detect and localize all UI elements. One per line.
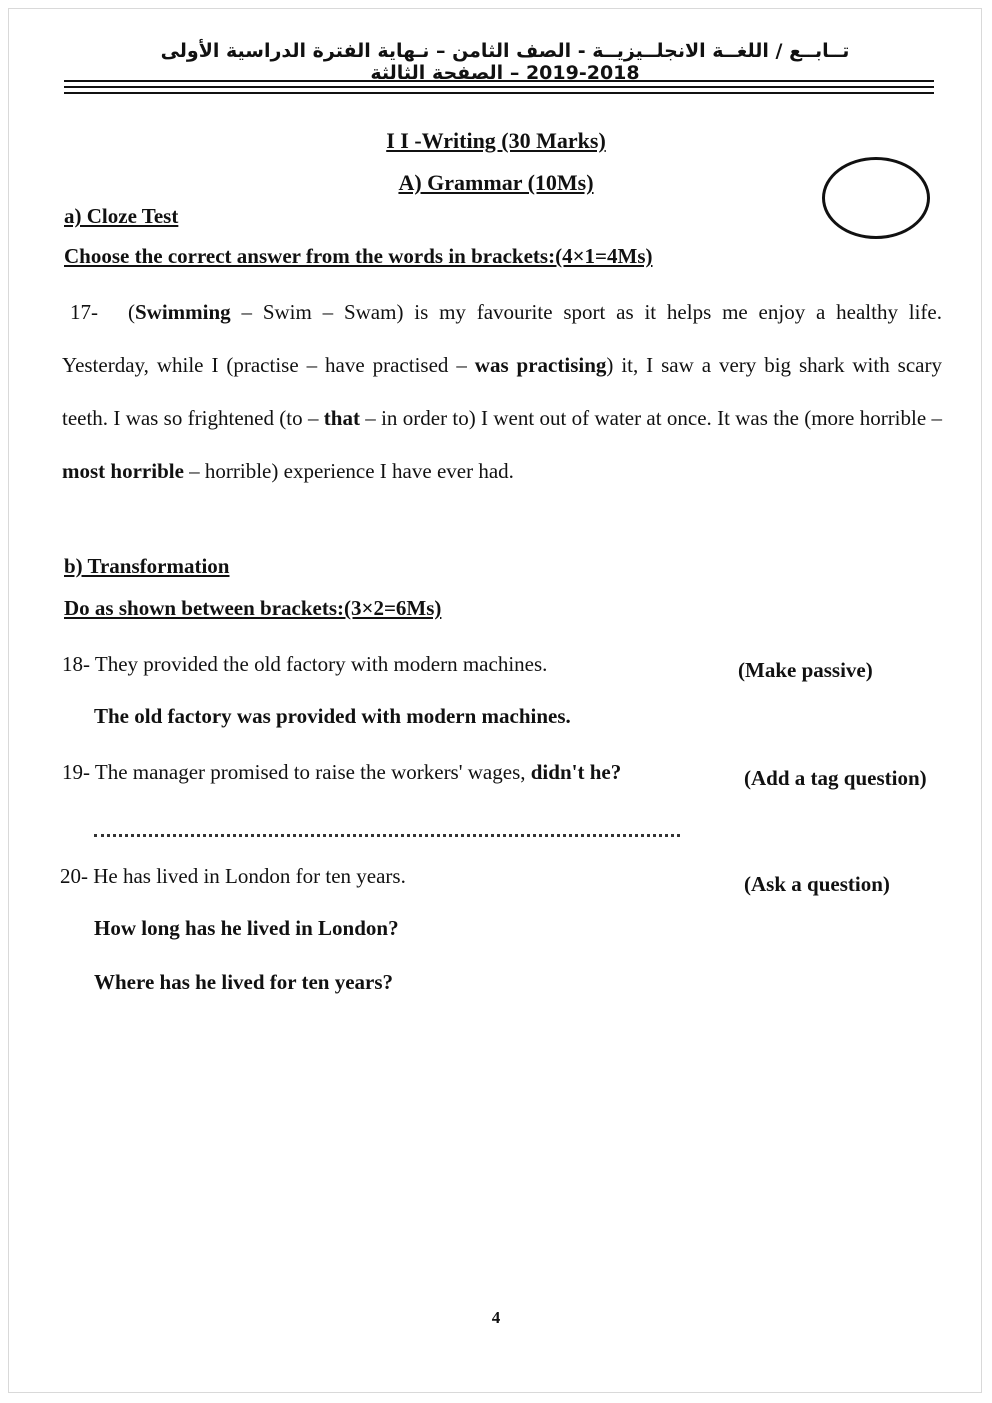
question-20-answer-1: How long has he lived in London?	[94, 916, 399, 940]
transformation-heading: b) Transformation	[64, 554, 230, 578]
header-rule-third	[64, 92, 934, 94]
cloze-fragment: – horrible) experience I have ever had.	[183, 459, 514, 483]
question-20-answer-2: Where has he lived for ten years?	[94, 970, 394, 994]
page-number: 4	[491, 1308, 501, 1327]
cloze-heading: a) Cloze Test	[64, 204, 179, 228]
question-number: 17-	[70, 300, 98, 324]
section-subtitle: A) Grammar (10Ms)	[398, 170, 594, 195]
cloze-answer: most horrible	[62, 459, 184, 483]
cloze-answer: Swimming	[135, 300, 231, 324]
cloze-fragment: (	[128, 300, 135, 324]
question-19-instruction: (Add a tag question)	[744, 766, 927, 790]
cloze-answer: that	[323, 406, 360, 430]
cloze-fragment: – in order to) I went out of water at once. It was the (more horrible –	[359, 406, 942, 430]
cloze-fragment: – Swim – Swam) is my favourite sport as it helps me enjoy a healthy life. Yesterday, while I (practise – have practised –	[62, 300, 942, 377]
page-header: تــابــع / اللغــة الانجلــيزيــة - الصف الثامن – نـهاية الفترة الدراسية الأولى 2018-2019 – الصفحة الثالثة	[160, 40, 850, 84]
section-title: I I -Writing (30 Marks)	[386, 128, 606, 153]
question-18: 18- They provided the old factory with modern machines.	[62, 652, 548, 676]
cloze-answer: was practising	[474, 353, 607, 377]
header-rule	[64, 80, 934, 82]
question-18-instruction: (Make passive)	[738, 658, 873, 682]
cloze-text	[62, 300, 942, 483]
question-20: 20- He has lived in London for ten years.	[60, 864, 406, 888]
question-20-instruction: (Ask a question)	[744, 872, 890, 896]
question-19-text: 19- The manager promised to raise the workers' wages,	[62, 760, 531, 784]
question-19-answer: didn't he?	[530, 760, 622, 784]
header-rule-second	[64, 86, 934, 88]
score-circle	[822, 157, 930, 239]
cloze-passage	[62, 286, 942, 498]
question-18-answer: The old factory was provided with modern machines.	[94, 704, 571, 728]
question-19	[62, 760, 621, 785]
transformation-instruction: Do as shown between brackets:(3×2=6Ms)	[64, 596, 442, 620]
cloze-instruction: Choose the correct answer from the words in brackets:(4×1=4Ms)	[64, 244, 653, 268]
answer-line	[94, 820, 680, 837]
cloze-fragment: ) it, I saw a very big shark with scary teeth. I was so frightened (to –	[62, 353, 942, 430]
